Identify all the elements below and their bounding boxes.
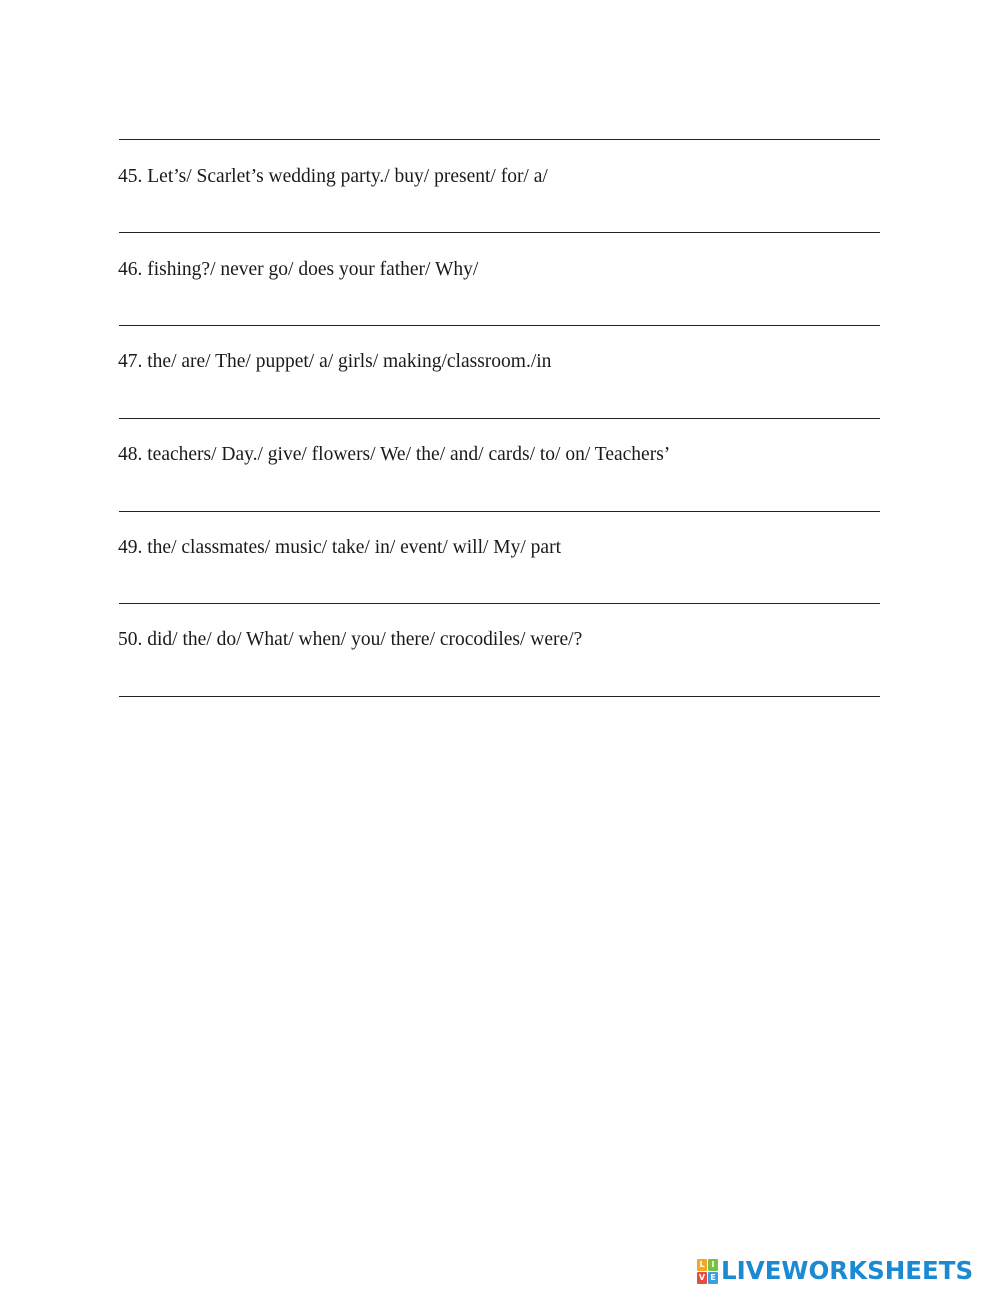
- question-46: 46. fishing?/ never go/ does your father/ Why/: [118, 259, 479, 280]
- mark-letter-i: I: [708, 1259, 718, 1271]
- liveworksheets-wordmark: LIVEWORKSHEETS: [721, 1256, 974, 1285]
- liveworksheets-mark-icon: [697, 1259, 718, 1284]
- answer-line-45[interactable]: [119, 232, 880, 233]
- mark-letter-v: V: [698, 1272, 706, 1282]
- answer-line-47[interactable]: [119, 418, 880, 419]
- answer-line-44: [119, 139, 880, 140]
- answer-line-48[interactable]: [119, 511, 880, 512]
- liveworksheets-logo: [697, 1258, 973, 1284]
- question-45: 45. Let’s/ Scarlet’s wedding party./ buy/ present/ for/ a/: [118, 166, 548, 187]
- mark-letter-l: L: [697, 1259, 707, 1271]
- question-50: 50. did/ the/ do/ What/ when/ you/ there/ crocodiles/ were/?: [118, 629, 583, 650]
- question-48: 48. teachers/ Day./ give/ flowers/ We/ the/ and/ cards/ to/ on/ Teachers’: [118, 444, 671, 465]
- question-49: 49. the/ classmates/ music/ take/ in/ event/ will/ My/ part: [118, 537, 561, 558]
- question-47: 47. the/ are/ The/ puppet/ a/ girls/ making/classroom./in: [118, 351, 552, 372]
- answer-line-46[interactable]: [119, 325, 880, 326]
- answer-line-50[interactable]: [119, 696, 880, 697]
- answer-line-49[interactable]: [119, 603, 880, 604]
- mark-letter-e: E: [708, 1272, 718, 1284]
